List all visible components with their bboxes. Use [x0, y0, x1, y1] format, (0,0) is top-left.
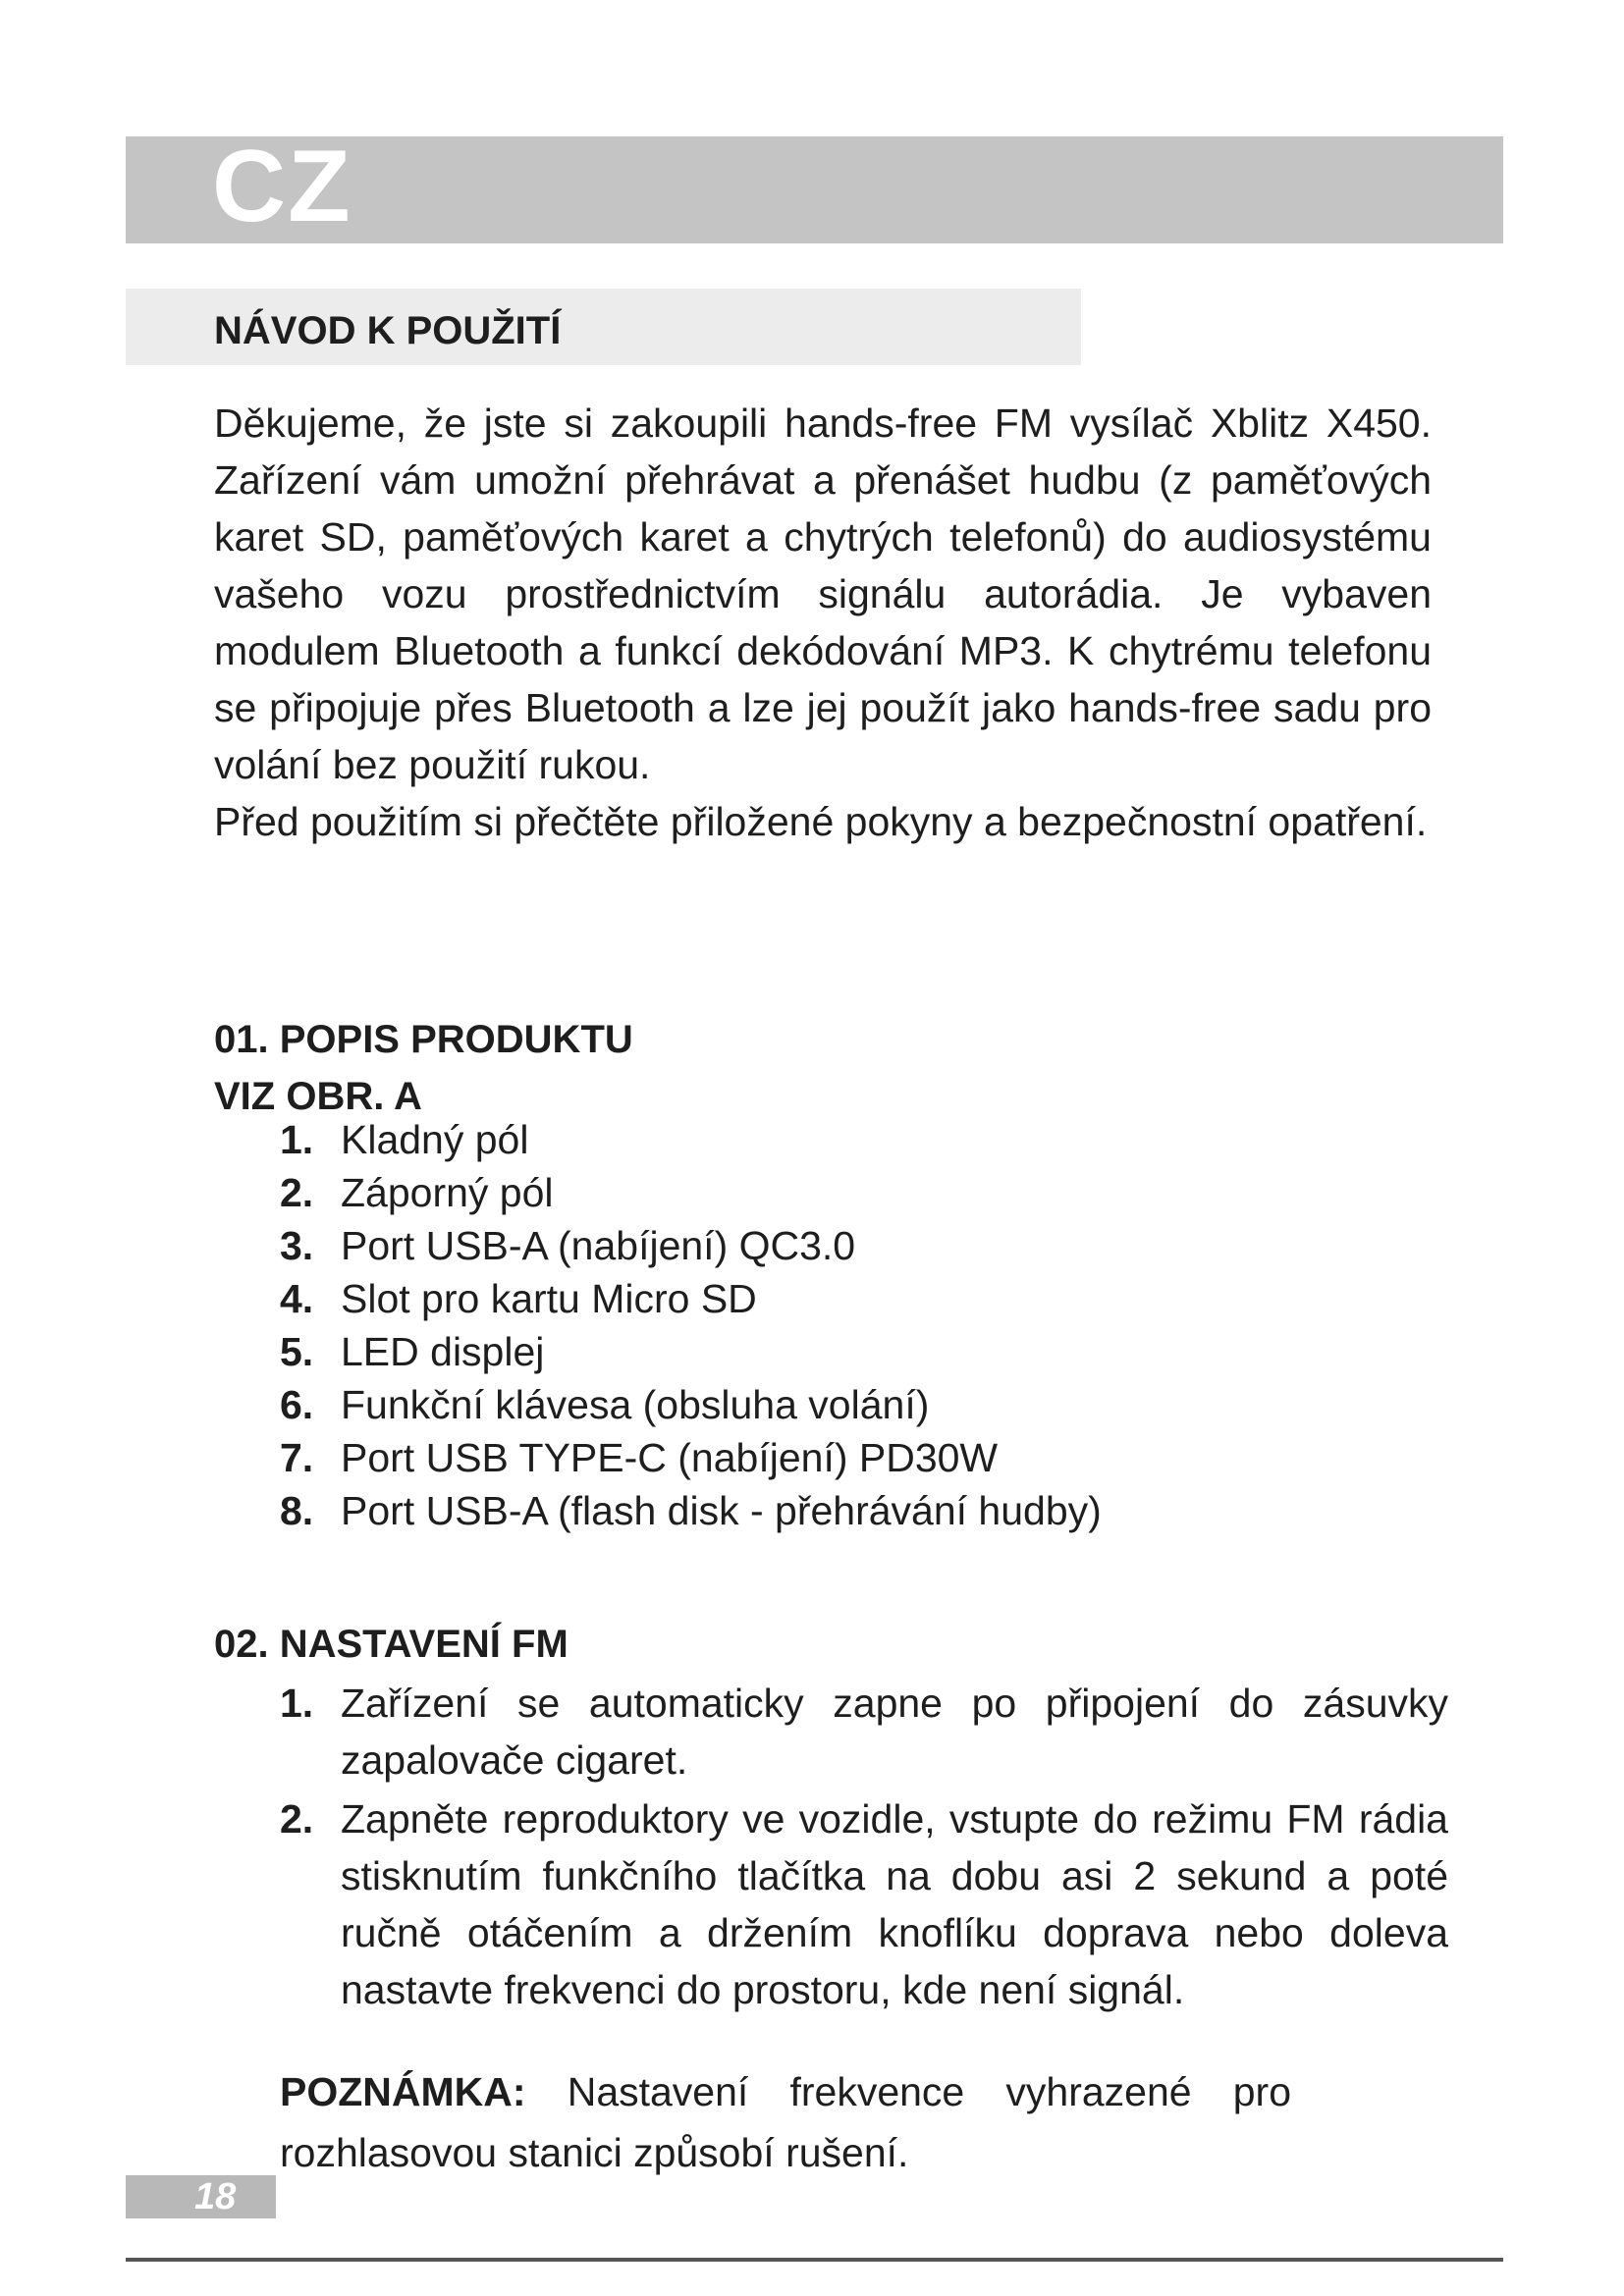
list-item: 3. Port USB-A (nabíjení) QC3.0 — [280, 1223, 856, 1268]
section-2-heading: 02. NASTAVENÍ FM — [214, 1623, 568, 1666]
list-item: 6. Funkční klávesa (obsluha volání) — [280, 1382, 930, 1427]
intro-paragraph-1: Děkujeme, že jste si zakoupili hands-free FM vysílač Xblitz X450. Zařízení vám umožní přehrávat a přenášet hudbu (z paměťových karet SD, paměťových karet a chytrých telefonů) do audiosystému vašeho vozu prostřednictvím signálu autorádia. Je vybaven modulem Bluetooth a funkcí dekódování MP3. K chytrému telefonu se připojuje přes Bluetooth a lze jej použít jako hands-free sadu pro volání bez použití rukou. — [214, 400, 1432, 787]
list-item: 4. Slot pro kartu Micro SD — [280, 1276, 757, 1321]
list-item: 2. Záporný pól — [280, 1170, 554, 1215]
list-item: 1. Kladný pól — [280, 1117, 529, 1162]
product-parts-list — [280, 1113, 1458, 1537]
document-title: NÁVOD K POUŽITÍ — [214, 309, 562, 352]
note-text — [280, 2061, 1291, 2183]
list-item: 7. Port USB TYPE-C (nabíjení) PD30W — [280, 1435, 999, 1480]
list-item: 5. LED displej — [280, 1329, 545, 1374]
note-body: Nastavení frekvence vyhrazené pro rozhlasovou stanici způsobí rušení. — [280, 2069, 1291, 2175]
bottom-divider — [126, 2258, 1503, 2262]
section-1-subheading: VIZ OBR. A — [214, 1075, 422, 1118]
section-1-heading: 01. POPIS PRODUKTU — [214, 1018, 633, 1061]
fm-setup-steps — [280, 1675, 1448, 2020]
list-item: 8. Port USB-A (flash disk - přehrávání hudby) — [280, 1488, 1102, 1533]
list-item: 2. Zapněte reproduktory ve vozidle, vstupte do režimu FM rádia stisknutím funkčního tlačítka na dobu asi 2 sekund a poté ručně otáčením a držením knoflíku doprava nebo doleva nastavte frekvenci do prostoru, kde není signál. — [280, 1796, 1448, 2012]
note-label: POZNÁMKA: — [280, 2069, 526, 2114]
intro-paragraph-2: Před použitím si přečtěte přiložené pokyny a bezpečnostní opatření. — [214, 799, 1428, 844]
list-item: 1. Zařízení se automaticky zapne po připojení do zásuvky zapalovače cigaret. — [280, 1681, 1448, 1783]
language-code: CZ — [212, 130, 352, 243]
intro-text — [214, 395, 1432, 850]
page-number: 18 — [194, 2176, 237, 2217]
